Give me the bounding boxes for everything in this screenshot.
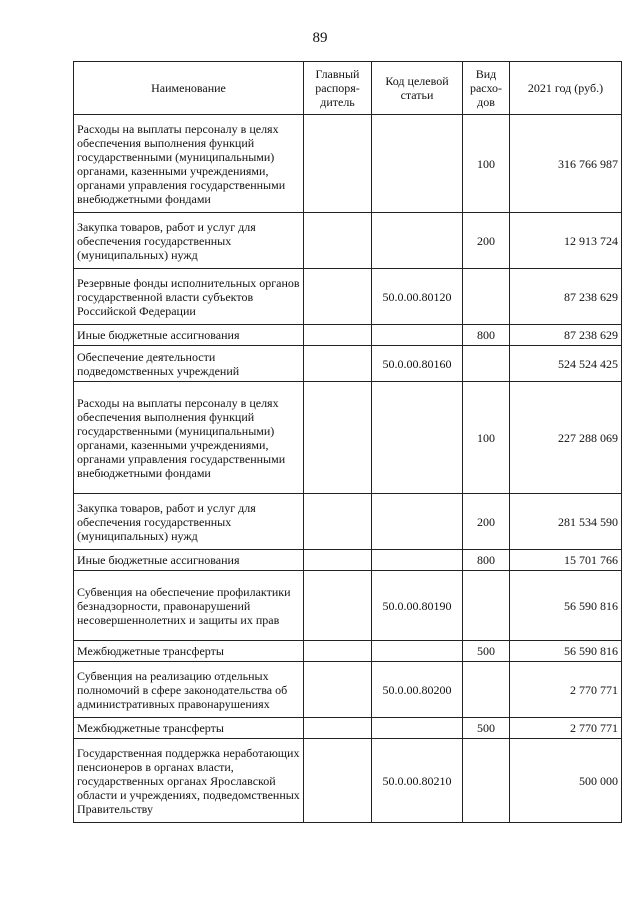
table-row xyxy=(74,550,622,571)
cell-code xyxy=(372,213,463,269)
cell-admin xyxy=(304,494,372,550)
cell-sum: 87 238 629 xyxy=(510,325,622,346)
cell-admin xyxy=(304,346,372,382)
cell-kind: 100 xyxy=(463,382,510,494)
cell-sum: 281 534 590 xyxy=(510,494,622,550)
table-row xyxy=(74,739,622,823)
table-row xyxy=(74,382,622,494)
cell-kind xyxy=(463,571,510,641)
cell-admin xyxy=(304,382,372,494)
cell-sum: 500 000 xyxy=(510,739,622,823)
cell-admin xyxy=(304,325,372,346)
table-row xyxy=(74,269,622,325)
cell-code xyxy=(372,325,463,346)
cell-kind: 500 xyxy=(463,718,510,739)
table-row xyxy=(74,641,622,662)
table-row xyxy=(74,718,622,739)
budget-table xyxy=(73,61,622,823)
cell-admin xyxy=(304,571,372,641)
cell-kind xyxy=(463,346,510,382)
header-admin: Главный распоря-дитель xyxy=(304,62,372,115)
cell-code: 50.0.00.80120 xyxy=(372,269,463,325)
cell-name: Иные бюджетные ассигнования xyxy=(74,550,304,571)
cell-kind xyxy=(463,269,510,325)
cell-kind: 100 xyxy=(463,115,510,213)
cell-admin xyxy=(304,739,372,823)
table-row xyxy=(74,346,622,382)
cell-kind: 800 xyxy=(463,550,510,571)
cell-code xyxy=(372,718,463,739)
cell-admin xyxy=(304,662,372,718)
cell-sum: 87 238 629 xyxy=(510,269,622,325)
cell-kind: 200 xyxy=(463,494,510,550)
cell-sum: 56 590 816 xyxy=(510,641,622,662)
cell-kind: 200 xyxy=(463,213,510,269)
cell-sum: 15 701 766 xyxy=(510,550,622,571)
cell-code xyxy=(372,550,463,571)
cell-name: Расходы на выплаты персоналу в целях обеспечения выполнения функций государственными (муниципальными) органами, казенными учреждениями, органами управления государственными внебюджетными фондами xyxy=(74,115,304,213)
cell-sum: 316 766 987 xyxy=(510,115,622,213)
cell-name: Субвенция на реализацию отдельных полномочий в сфере законодательства об административных правонарушениях xyxy=(74,662,304,718)
table-row xyxy=(74,571,622,641)
cell-sum: 56 590 816 xyxy=(510,571,622,641)
cell-name: Иные бюджетные ассигнования xyxy=(74,325,304,346)
cell-name: Расходы на выплаты персоналу в целях обеспечения выполнения функций государственными (муниципальными) органами, казенными учреждениями, органами управления государственными внебюджетными фондами xyxy=(74,382,304,494)
cell-code xyxy=(372,641,463,662)
cell-code: 50.0.00.80160 xyxy=(372,346,463,382)
cell-name: Государственная поддержка неработающих пенсионеров в органах власти, государственных органах Ярославской области и учреждениях, подведомственных Правительству xyxy=(74,739,304,823)
cell-admin xyxy=(304,115,372,213)
table-body xyxy=(74,115,622,823)
cell-name: Межбюджетные трансферты xyxy=(74,718,304,739)
cell-name: Закупка товаров, работ и услуг для обеспечения государственных (муниципальных) нужд xyxy=(74,213,304,269)
cell-admin xyxy=(304,269,372,325)
cell-kind xyxy=(463,739,510,823)
cell-code: 50.0.00.80190 xyxy=(372,571,463,641)
cell-sum: 227 288 069 xyxy=(510,382,622,494)
cell-name: Резервные фонды исполнительных органов государственной власти субъектов Российской Федерации xyxy=(74,269,304,325)
cell-sum: 12 913 724 xyxy=(510,213,622,269)
cell-code xyxy=(372,494,463,550)
cell-admin xyxy=(304,718,372,739)
table-row xyxy=(74,325,622,346)
cell-kind: 800 xyxy=(463,325,510,346)
cell-kind xyxy=(463,662,510,718)
cell-sum: 2 770 771 xyxy=(510,718,622,739)
cell-sum: 524 524 425 xyxy=(510,346,622,382)
header-code: Код целевой статьи xyxy=(372,62,463,115)
cell-admin xyxy=(304,213,372,269)
cell-admin xyxy=(304,550,372,571)
header-sum: 2021 год (руб.) xyxy=(510,62,622,115)
page-number: 89 xyxy=(312,30,328,46)
table-row xyxy=(74,115,622,213)
table-row xyxy=(74,494,622,550)
header-kind: Вид расхо-дов xyxy=(463,62,510,115)
cell-code: 50.0.00.80200 xyxy=(372,662,463,718)
cell-name: Обеспечение деятельности подведомственных учреждений xyxy=(74,346,304,382)
cell-code xyxy=(372,115,463,213)
cell-admin xyxy=(304,641,372,662)
cell-name: Межбюджетные трансферты xyxy=(74,641,304,662)
cell-name: Субвенция на обеспечение профилактики безнадзорности, правонарушений несовершеннолетних и защиты их прав xyxy=(74,571,304,641)
table-row xyxy=(74,662,622,718)
cell-sum: 2 770 771 xyxy=(510,662,622,718)
cell-kind: 500 xyxy=(463,641,510,662)
cell-name: Закупка товаров, работ и услуг для обеспечения государственных (муниципальных) нужд xyxy=(74,494,304,550)
cell-code xyxy=(372,382,463,494)
table-row xyxy=(74,213,622,269)
cell-code: 50.0.00.80210 xyxy=(372,739,463,823)
header-name: Наименование xyxy=(74,62,304,115)
table-header-row xyxy=(74,62,622,115)
